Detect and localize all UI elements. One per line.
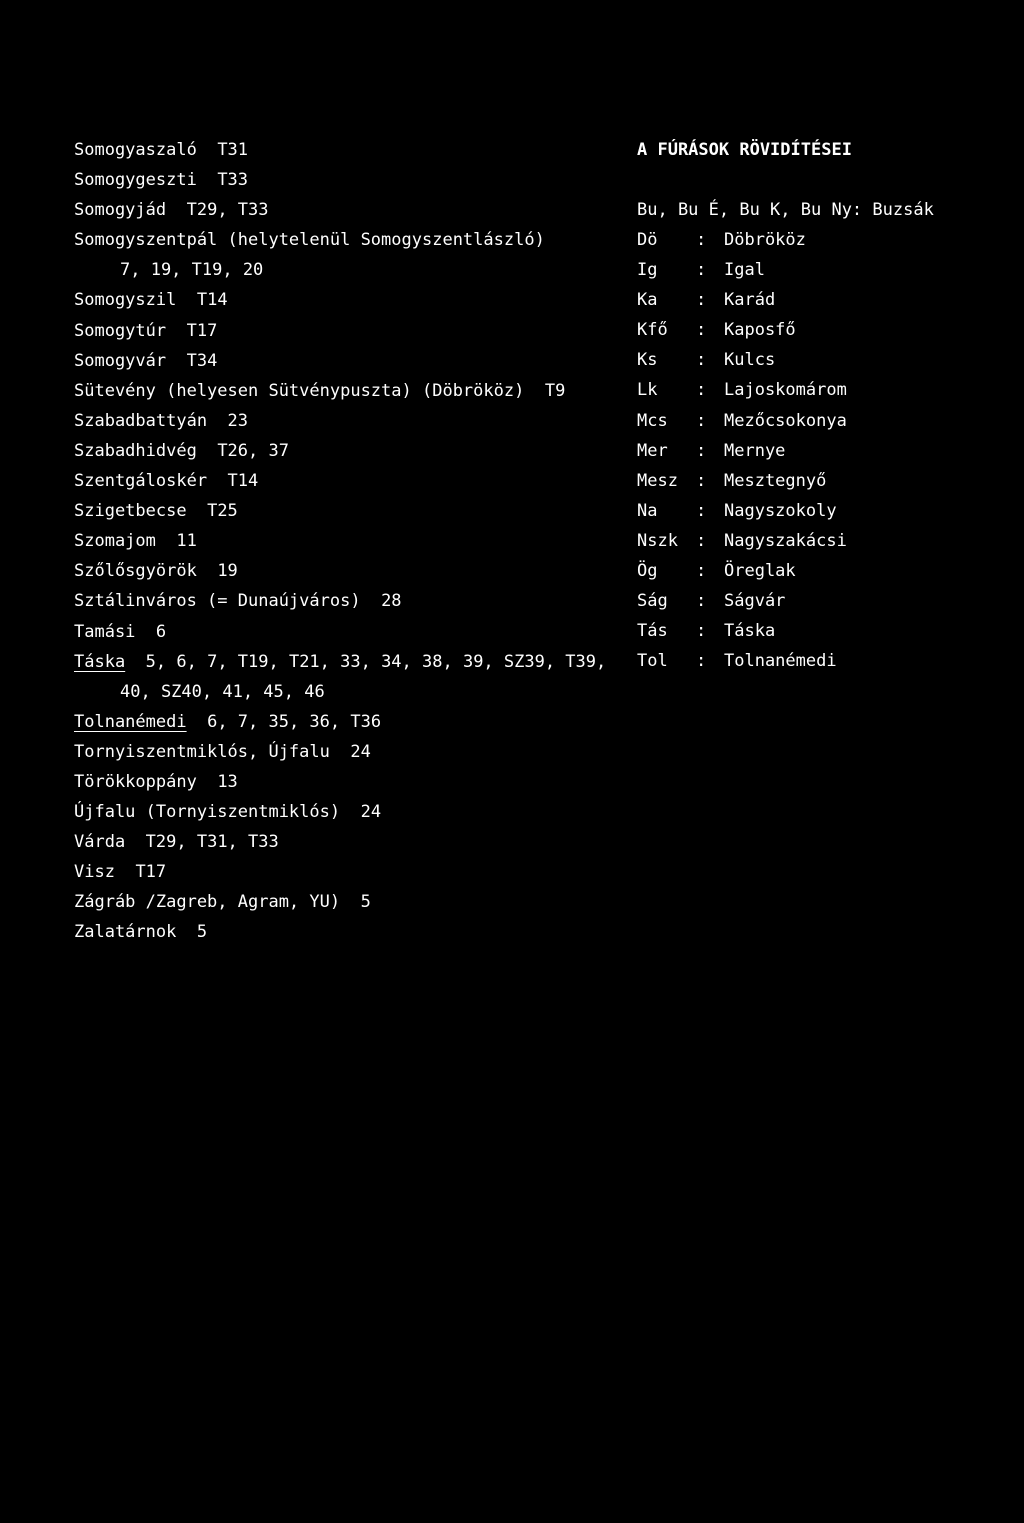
- index-entry: [74, 617, 634, 647]
- page-refs: T31: [217, 140, 249, 160]
- index-entry: [74, 285, 634, 315]
- page-refs: 23: [227, 410, 249, 431]
- separator: :: [696, 561, 707, 582]
- place-name: Szigetbecse: [74, 501, 187, 522]
- page-refs: T29, T33: [186, 200, 269, 221]
- place-name: Szabadhidvég: [74, 440, 197, 461]
- abbreviation-row: [637, 526, 1017, 556]
- index-entry: [74, 797, 634, 827]
- abbreviation-code: Na: [637, 500, 658, 521]
- index-entry: [74, 707, 634, 737]
- page-refs: 40, SZ40, 41, 45, 46: [120, 681, 325, 702]
- place-name: Sütevény (helyesen Sütvénypuszta) (Döbrököz): [74, 380, 525, 401]
- place-name: Visz: [74, 862, 115, 883]
- page-refs: 5: [196, 922, 208, 943]
- index-entry: [74, 195, 634, 225]
- abbreviation-row: [637, 255, 1017, 285]
- abbreviation-row: [637, 406, 1017, 436]
- page-refs: T29, T31, T33: [145, 832, 279, 853]
- place-name: Tornyiszentmiklós, Újfalu: [74, 741, 330, 762]
- abbreviation-row: [637, 315, 1017, 345]
- separator: :: [696, 350, 707, 371]
- place-name: Somogyjád: [74, 200, 167, 221]
- abbreviation-row: [637, 616, 1017, 646]
- page-refs: T14: [196, 290, 228, 311]
- abbreviation-row: [637, 436, 1017, 466]
- index-entry: [74, 436, 634, 466]
- page-refs: T9: [544, 380, 566, 401]
- abbreviation-full: Tolnanémedi: [724, 651, 837, 672]
- abbreviation-code: Ks: [637, 350, 658, 371]
- place-name: Szabadbattyán: [74, 410, 208, 431]
- abbreviation-code: Dö: [637, 230, 658, 250]
- separator: :: [696, 591, 707, 612]
- place-name: Várda: [74, 832, 126, 853]
- abbreviation-row: [637, 586, 1017, 616]
- page-refs: 13: [217, 771, 238, 792]
- page-refs: 5: [360, 892, 371, 913]
- abbreviation-code: Tol: [637, 651, 668, 672]
- page-refs: 7, 19, T19, 20: [120, 260, 264, 281]
- page-refs: 11: [176, 531, 197, 552]
- abbreviation-full: Döbrököz: [724, 230, 806, 250]
- page-refs: 28: [381, 591, 402, 612]
- separator: :: [696, 500, 707, 521]
- index-entry: [74, 135, 634, 165]
- index-entry: [74, 346, 634, 376]
- spacer: [637, 165, 1017, 195]
- index-entry: [74, 917, 634, 947]
- abbreviation-code: Ög: [637, 561, 658, 582]
- index-entry: [74, 586, 634, 616]
- page-refs: 24: [360, 802, 382, 823]
- page-refs: T33: [217, 170, 249, 191]
- abbreviation-row: [637, 646, 1017, 676]
- index-entry-continuation: [74, 677, 634, 707]
- abbreviation-code: Ság: [637, 591, 668, 612]
- page-refs: T17: [186, 320, 218, 341]
- separator: :: [696, 380, 707, 401]
- abbreviation-code: Mcs: [637, 410, 668, 431]
- abbreviation-row: [637, 345, 1017, 375]
- separator: :: [696, 621, 707, 642]
- index-entry: [74, 225, 634, 255]
- abbreviation-full: Mesztegnyő: [724, 470, 827, 491]
- index-entry: [74, 887, 634, 917]
- place-name: Somogyszil: [74, 290, 177, 311]
- place-name: Somogyvár: [74, 350, 167, 371]
- place-name: Somogyaszaló: [74, 140, 197, 160]
- place-name: Sztálinváros (= Dunaújváros): [74, 591, 361, 612]
- page-refs: 6: [155, 621, 167, 642]
- place-name: Zalatárnok: [74, 922, 177, 943]
- separator: :: [696, 651, 707, 672]
- index-entry: [74, 647, 634, 677]
- place-name: Szentgáloskér: [74, 471, 208, 492]
- separator: :: [696, 230, 707, 250]
- page-refs: 19: [217, 561, 238, 582]
- page-refs: 5, 6, 7, T19, T21, 33, 34, 38, 39, SZ39, T39,: [145, 651, 607, 672]
- index-entry: [74, 767, 634, 797]
- page-refs: T26, 37: [217, 440, 289, 461]
- index-entry: [74, 556, 634, 586]
- abbreviation-full: Igal: [724, 260, 765, 281]
- abbreviations-panel: [637, 135, 1017, 676]
- place-name-underlined: Tolnanémedi: [74, 711, 187, 732]
- abbreviations-title: A FÚRÁSOK RÖVIDÍTÉSEI: [637, 140, 852, 160]
- separator: :: [696, 530, 707, 551]
- abbreviation-code: Tás: [637, 621, 668, 642]
- abbreviation-row: [637, 496, 1017, 526]
- abbreviation-row: [637, 375, 1017, 405]
- abbreviations-header: Bu, Bu É, Bu K, Bu Ny: Buzsák: [637, 200, 934, 220]
- abbreviation-row: [637, 225, 1017, 255]
- place-name: Törökkoppány: [74, 771, 197, 792]
- page-refs: T34: [186, 350, 218, 371]
- place-name-underlined: Táska: [74, 651, 126, 672]
- separator: :: [696, 320, 707, 341]
- page-refs: T17: [135, 862, 167, 883]
- index-entry: [74, 406, 634, 436]
- abbreviation-row: [637, 466, 1017, 496]
- place-index-list: [74, 135, 634, 948]
- index-entry: [74, 827, 634, 857]
- abbreviation-full: Lajoskomárom: [724, 380, 847, 401]
- page-refs: T25: [207, 501, 238, 522]
- separator: :: [696, 290, 707, 311]
- abbreviation-row: [637, 285, 1017, 315]
- abbreviation-full: Nagyszakácsi: [724, 530, 847, 551]
- abbreviation-full: Ságvár: [724, 591, 786, 612]
- page-refs: 6, 7, 35, 36, T36: [207, 711, 382, 732]
- abbreviation-full: Öreglak: [724, 561, 796, 582]
- abbreviation-full: Karád: [724, 290, 776, 311]
- page-refs: 24: [350, 741, 371, 762]
- page-refs: T14: [227, 471, 259, 492]
- place-name: Szomajom: [74, 531, 156, 552]
- place-name: Somogygeszti: [74, 170, 197, 191]
- separator: :: [696, 440, 707, 461]
- place-name: Tamási: [74, 621, 136, 642]
- index-entry: [74, 737, 634, 767]
- abbreviation-full: Kulcs: [724, 350, 776, 371]
- abbreviation-code: Ig: [637, 260, 658, 281]
- place-name: Somogytúr: [74, 320, 167, 341]
- abbreviation-code: Ka: [637, 290, 658, 311]
- separator: :: [696, 470, 707, 491]
- abbreviation-code: Nszk: [637, 530, 678, 551]
- abbreviation-code: Mesz: [637, 470, 678, 491]
- index-entry: [74, 165, 634, 195]
- index-entry: [74, 526, 634, 556]
- abbreviation-code: Mer: [637, 440, 668, 461]
- index-entry: [74, 466, 634, 496]
- index-entry: [74, 376, 634, 406]
- index-entry: [74, 496, 634, 526]
- abbreviation-full: Táska: [724, 621, 776, 642]
- index-entry: [74, 316, 634, 346]
- abbreviation-full: Nagyszokoly: [724, 500, 837, 521]
- place-name: Szőlősgyörök: [74, 561, 197, 582]
- abbreviation-full: Mernye: [724, 440, 786, 461]
- place-name: Újfalu (Tornyiszentmiklós): [74, 802, 341, 823]
- index-entry: [74, 857, 634, 887]
- place-name: Zágráb /Zagreb, Agram, YU): [74, 892, 341, 913]
- separator: :: [696, 410, 707, 431]
- abbreviation-code: Lk: [637, 380, 658, 401]
- separator: :: [696, 260, 707, 281]
- abbreviation-full: Kaposfő: [724, 320, 796, 341]
- abbreviation-row: [637, 556, 1017, 586]
- index-entry-continuation: [74, 255, 634, 285]
- abbreviation-code: Kfő: [637, 320, 668, 341]
- place-name: Somogyszentpál (helytelenül Somogyszentlászló): [74, 230, 545, 251]
- abbreviation-full: Mezőcsokonya: [724, 410, 847, 431]
